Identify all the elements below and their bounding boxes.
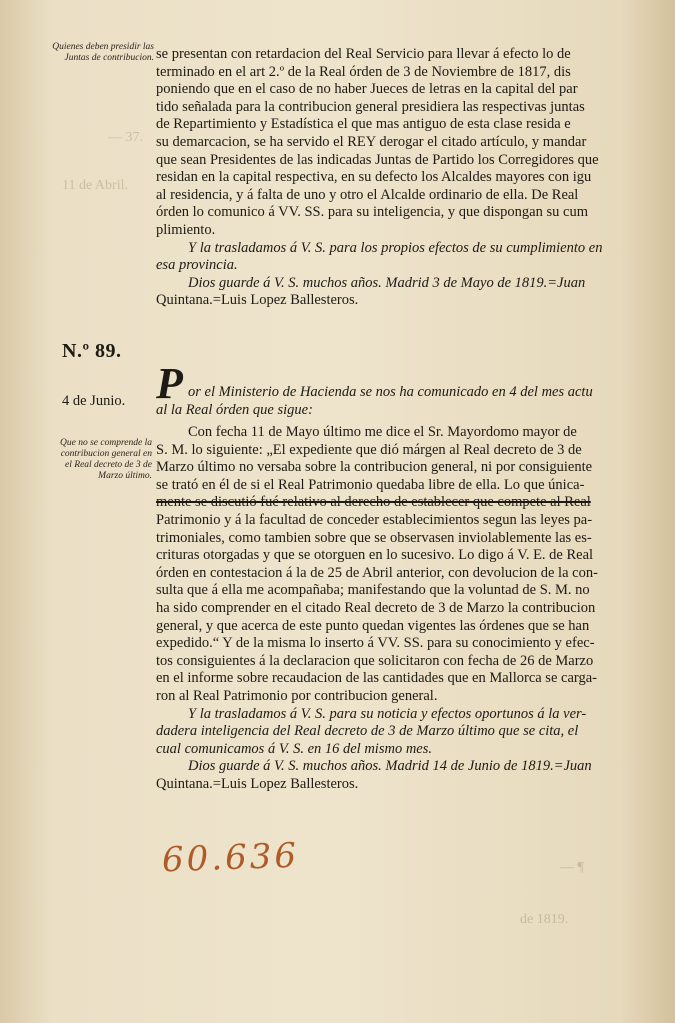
trasladamos-line: Y la trasladamos á V. S. para su noticia y efectos oportunos á la ver-: [188, 705, 587, 722]
text-line: órden en contestacion á la de 25 de Abril anterior, con devolucion de la con-: [156, 564, 598, 581]
trasladamos-line: Y la trasladamos á V. S. para los propios efectos de su cumplimiento en: [188, 239, 603, 256]
section-2-body: [156, 424, 675, 793]
margin-note-2: Que no se comprende la contribucion general en el Real decreto de 3 de Marzo último.: [60, 438, 152, 481]
text-line: expedido.“ Y de la misma lo inserto á VV. SS. para su conocimiento y efec-: [156, 635, 595, 652]
text-line: S. M. lo siguiente: „El expediente que dió márgen al Real decreto de 3 de: [156, 441, 582, 458]
text-line: tos consiguientes á la declaracion que solicitaron con fecha de 26 de Marzo: [156, 652, 594, 669]
text-line: Marzo último no versaba sobre la contribucion general, ni por consiguiente: [156, 459, 593, 476]
closing-line: Dios guarde á V. S. muchos años. Madrid 14 de Junio de 1819.=Juan: [188, 758, 592, 775]
section-1-body: [156, 46, 675, 310]
text-line: plimiento.: [156, 221, 216, 238]
drop-cap: P: [156, 359, 183, 408]
text-line: Patrimonio y á la facultad de conceder establecimientos segun las leyes pa-: [156, 511, 593, 528]
text-line: tido señalada para la contribucion general presidiera las respectivas juntas: [156, 98, 585, 115]
text-line: órden lo comunico á VV. SS. para su inteligencia, y que dispongan su cum: [156, 204, 588, 221]
text-line: que sean Presidentes de las indicadas Juntas de Partido los Corregidores que: [156, 151, 599, 168]
text-line: general, y que acerca de este punto quedan vigentes las órdenes que se han: [156, 617, 590, 634]
text-line: terminado en el art 2.º de la Real órden de 3 de Noviembre de 1817, dis: [156, 63, 571, 80]
section-2-intro: [188, 384, 675, 402]
document-number: N.º 89.: [62, 340, 122, 362]
text-line: en el informe sobre recaudacion de las cantidades que en Mallorca se carga-: [156, 670, 597, 687]
text-line: residan en la capital respectiva, en su defecto los Alcaldes mayores con igu: [156, 169, 592, 186]
bleed-through-mark: — ¶: [560, 860, 584, 875]
trasladamos-line: esa provincia.: [156, 257, 238, 274]
text-line: se presentan con retardacion del Real Servicio para llevar á efecto lo de: [156, 46, 571, 62]
trasladamos-line: cual comunicamos á V. S. en 16 del mismo mes.: [156, 740, 433, 757]
text-line: ron al Real Patrimonio por contribucion general.: [156, 687, 438, 704]
bleed-through-mark: de 1819.: [520, 912, 569, 927]
handwritten-archive-number: 60.636: [161, 835, 300, 881]
intro-line: al la Real órden que sigue:: [156, 402, 313, 418]
text-line: Con fecha 11 de Mayo último me dice el Sr. Mayordomo mayor de: [188, 424, 577, 440]
section-2-intro-cont: [156, 402, 675, 420]
text-line: poniendo que en el caso de no haber Jueces de letras en la capital del par: [156, 81, 578, 98]
text-line: sulta que á ella me acompañaba; manifestando que la voluntad de S. M. no: [156, 582, 590, 599]
bleed-through-mark: — 37.: [108, 130, 143, 145]
text-line: ha sido comprender en el citado Real decreto de 3 de Marzo la contribucion: [156, 599, 596, 616]
text-line: de Repartimiento y Estadística el que mas antiguo de esta clase resida e: [156, 116, 571, 133]
text-line: crituras otorgadas y que se otorguen en lo sucesivo. Lo digo á V. E. de Real: [156, 547, 594, 564]
document-date: 4 de Junio.: [62, 393, 126, 409]
signature-line: Quintana.=Luis Lopez Ballesteros.: [156, 775, 359, 792]
text-line: se trató en él de si el Real Patrimonio quedaba libre de ella. Lo que única-: [156, 476, 585, 493]
text-line: trimoniales, como tambien sobre que se observasen inviolablemente las es-: [156, 529, 592, 546]
text-line: al residencia, y á falta de uno y otro el Alcalde ordinario de ella. De Real: [156, 186, 579, 203]
intro-line: or el Ministerio de Hacienda se nos ha comunicado en 4 del mes actu: [188, 384, 593, 400]
text-line: mente se discutió fué relativo al derecho de establecer que compete al Real: [156, 494, 591, 511]
text-line: su demarcacion, se ha servido el REY derogar el citado artículo, y mandar: [156, 133, 587, 150]
closing-line: Dios guarde á V. S. muchos años. Madrid 3 de Mayo de 1819.=Juan: [188, 274, 586, 291]
margin-note-1: Quienes deben presidir las Juntas de contribucion.: [52, 42, 154, 63]
signature-line: Quintana.=Luis Lopez Ballesteros.: [156, 292, 359, 309]
bleed-through-mark: 11 de Abril.: [62, 178, 128, 193]
trasladamos-line: dadera inteligencia del Real decreto de 3 de Marzo último que se cita, el: [156, 723, 579, 740]
